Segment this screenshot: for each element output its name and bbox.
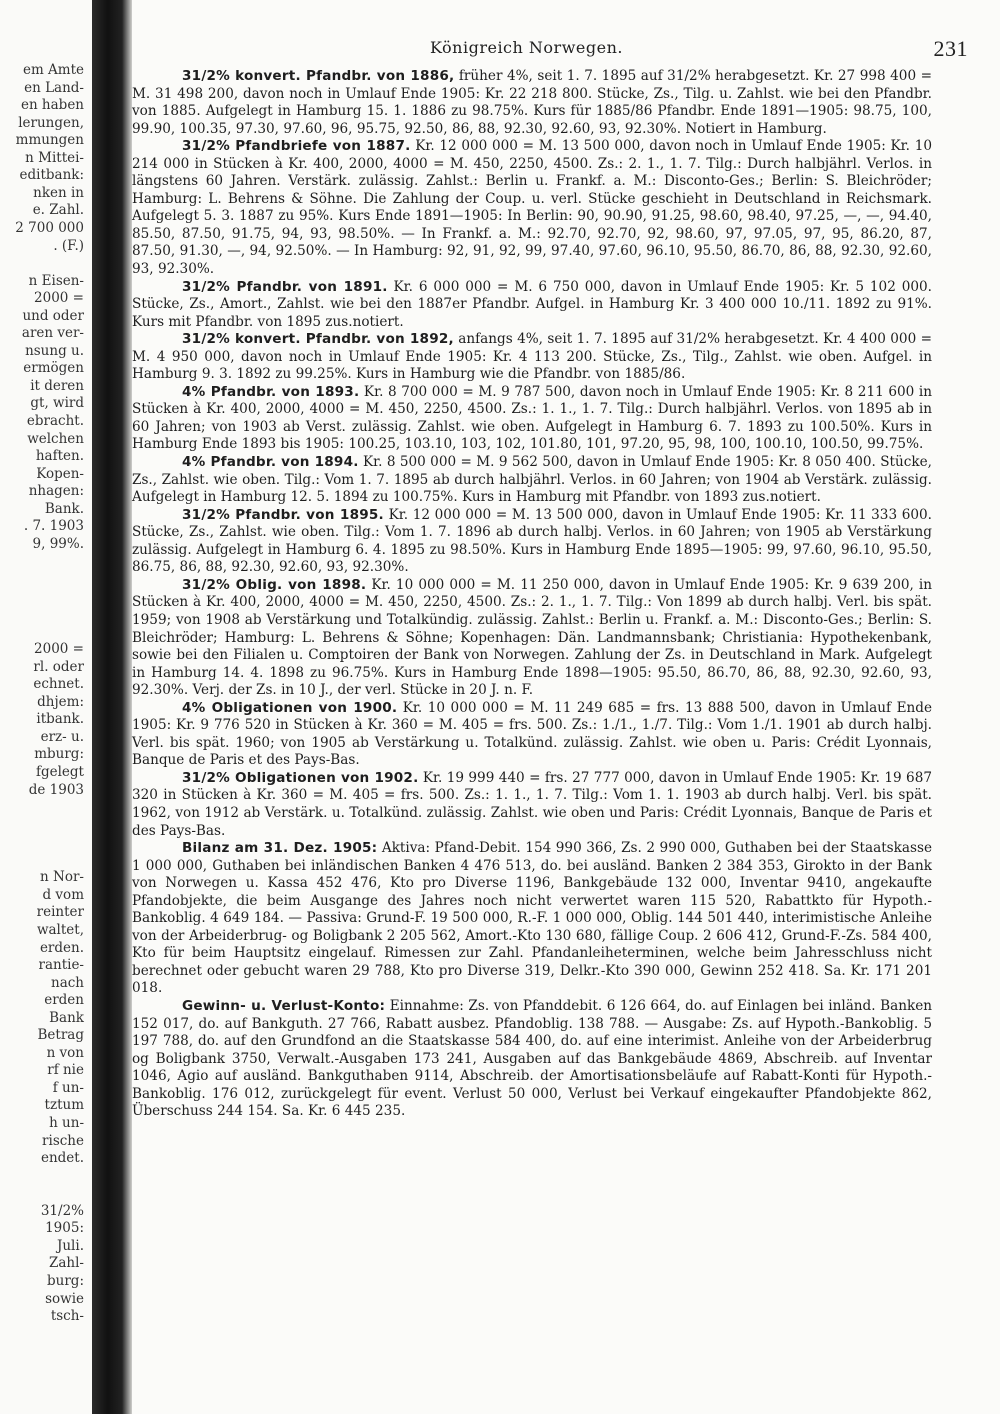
entry-paragraph <box>132 507 932 577</box>
page-title: Königreich Norwegen. <box>430 38 623 57</box>
entry-paragraph <box>132 384 932 454</box>
entry-paragraph <box>132 68 932 138</box>
previous-page-line: erden <box>44 992 84 1009</box>
entry-text: Aktiva: Pfand-Debit. 154 990 366, Zs. 2 990 000, Guthaben bei der Staatskasse 1 000 000, Guthaben bei inländischen Banken 4 476 513, do. bei ausländ. Banken 2 384 353, Girokto in der Bank von Norwegen u. Kassa 452 476, Kto pro Diverse 1196, Bankgebäude 132 000, Inventar 9410, angekaufte Pfandobjekte, die beim Ausgange des Jahres noch nicht verwertet waren 115 520, Rabattkto für Hypoth.-Bankoblig. 4 649 184. — Passiva: Grund-F. 19 500 000, R.-F. 1 000 000, Oblig. 144 501 440, interimistische Anleihe von der Arbeiderbrug- og Boligbank 2 205 562, Amort.-Kto 130 680, fällige Coup. 2 606 412, Grund-F.-Zs. 584 400, Kto für beim Hauptsitz eingelauf. Rimessen zur Zahl. Pfandanleiheterminen, welche beim Jahresschluss nicht berechnet oder gebucht waren 29 788, Kto pro Diverse 319, Delkr.-Kto 390 000, Gewinn 252 418. Sa. Kr. 171 201 018. <box>132 840 932 997</box>
entry-text: Kr. 10 000 000 = M. 11 250 000, davon in Umlauf Ende 1905: Kr. 9 639 200, in Stücken à Kr. 400, 2000, 4000 = M. 450, 2250, 4500. Zs.: 2. 1., 1. 7. Tilg.: Von 1899 ab durch halbj. Verl. bis spät. 1959; von 1908 ab Verstärkung und Totalkündig. zulässig. Zahlst.: Berlin u. Frankf. a. M.: Disconto-Ges.; Berlin: S. Bleichröder; Hamburg: L. Behrens & Söhne; Kopenhagen: Dän. Landmannsbank; Christiania: Hypothekenbank, sowie bei den Filialen u. Comptoiren der Bank von Norwegen. Zahlung der Zs. in Deutschland in Mark. Aufgelegt in Hamburg 14. 4. 1898 zu 96.75%. Kurs in Hamburg Ende 1898—1905: 95.50, 86.70, 86, 88, 92.30, 92.60, 93, 92.30%. Verj. der Zs. in 10 J., der verl. Stücke in 20 J. n. F. <box>132 576 933 699</box>
previous-page-line: en haben <box>20 97 84 114</box>
entry-text: Kr. 12 000 000 = M. 13 500 000, davon noch in Umlauf Ende 1905: Kr. 10 214 000 in Stücken à Kr. 400, 2000, 4000 = M. 450, 2250, 4500. Zs.: 2. 1., 1. 7. Tilg.: Durch halbjährl. Verlos. in längstens 60 Jahren. Verstärk. zulässig. Zahlst.: Berlin u. Frankf. a. M.: Disconto-Ges.; Berlin: S. Bleichröder; Hamburg: L. Behrens & Söhne. Die Zahlung der Coup. u. verl. Stücke geschieht in Deutschland in Reichsmark. Aufgelegt 5. 3. 1887 zu 95%. Kurs Ende 1891—1905: In Berlin: 90, 90.90, 91.25, 98.60, 98.40, 97.25, —, —, 94.40, 85.50, 87.50, 91.75, 94, 93, 98.50%. — In Frankf. a. M.: 92.70, 92.70, 92, 98.60, 97, 97.05, 97, 95, 86.20, 87, 87.50, 91.30, —, 94, 92.50%. — In Hamburg: 92, 91, 92, 99, 97.40, 97.60, 96.10, 95.50, 86.70, 86, 88, 92.30, 92.60, 93, 92.30%. <box>132 138 932 278</box>
entry-paragraph <box>132 331 932 384</box>
entry-text: Kr. 6 000 000 = M. 6 750 000, davon in Umlauf Ende 1905: Kr. 5 102 000. Stücke, Zs., Amort., Zahlst. wie bei den 1887er Pfandbr. Aufgel. in Hamburg Kr. 3 400 000 10./11. 1892 zu 91%. Kurs mit Pfandbr. von 1895 zus.notiert. <box>132 278 933 330</box>
previous-page-line: tsch- <box>50 1308 84 1325</box>
previous-page-line: ebracht. <box>26 413 84 429</box>
entry-text: Kr. 12 000 000 = M. 13 500 000, davon in Umlauf Ende 1905: Kr. 11 333 600. Stücke, Zs., Zahlst. wie oben. Tilg.: Vom 1. 7. 1896 ab durch halbj. Verlos. in 60 Jahren; von 1905 ab Verstärkung zulässig. Aufgelegt in Hamburg 6. 4. 1895 zu 98.50%. Kurs in Hamburg Ende 1895—1905: 99, 97.60, 96.10, 95.50, 86.75, 86, 88, 92.30, 92.60, 93, 92.30%. <box>132 506 933 576</box>
previous-page-line: endet. <box>40 1150 84 1167</box>
entry-heading: 4% Obligationen von 1900. <box>182 699 398 716</box>
book-gutter <box>92 0 132 1414</box>
previous-page-line: Bank <box>49 1009 84 1026</box>
entry-heading: 31/2% konvert. Pfandbr. von 1886, <box>182 68 455 84</box>
previous-page-line: e. Zahl. <box>32 202 84 219</box>
entry-paragraph <box>132 454 932 507</box>
previous-page-line: tztum <box>44 1097 84 1114</box>
previous-page-line: und oder <box>22 307 84 324</box>
previous-page-line: ermögen <box>23 360 84 377</box>
entry-text: Kr. 19 999 440 = frs. 27 777 000, davon in Umlauf Ende 1905: Kr. 19 687 320 in Stücken à Kr. 360 = M. 405 = frs. 500. Zs.: 1. 1., 1. 7. Tilg.: Vom 1. 1. 1903 ab durch halbj. Verl. bis spät. 1962, von 1912 ab Verstärk. u. Totalkünd. zulässig. Zahlst. wie oben und Paris: Crédit Lyonnais, Banque de Paris et des Pays-Bas. <box>132 769 932 839</box>
previous-page-line: rf nie <box>47 1062 84 1079</box>
previous-page-line: 2000 = <box>34 290 84 307</box>
previous-page-line: welchen <box>27 430 84 447</box>
previous-page-line: Kopen- <box>36 465 84 482</box>
previous-page-line: Zahl- <box>48 1255 84 1272</box>
entry-heading: 31/2% Pfandbriefe von 1887. <box>182 138 411 155</box>
previous-page-line: n Nor- <box>40 869 84 886</box>
previous-page-line: n Eisen- <box>28 272 84 289</box>
previous-page-line: reinter <box>36 904 84 921</box>
entry-heading: 31/2% Pfandbr. von 1891. <box>182 278 388 295</box>
previous-page-line: nsung u. <box>25 342 84 359</box>
entry-paragraph <box>132 577 932 700</box>
previous-page-line: burg: <box>47 1272 84 1289</box>
entry-text: früher 4%, seit 1. 7. 1895 auf 31/2% herabgesetzt. Kr. 27 998 400 = M. 31 498 200, davon noch in Umlauf Ende 1905: Kr. 22 218 800. Stücke, Zs., Tilg. u. Zahlst. wie bei den Pfandbr. von 1885. Aufgelegt in Hamburg 15. 1. 1886 zu 98.75%. Kurs für 1885/86 Pfandbr. Ende 1891—1905: 98.75, 100, 99.90, 100.35, 97.30, 97.60, 96, 95.75, 92.50, 86, 88, 92.30, 92.60, 93, 92.30%. Notiert in Hamburg. <box>132 68 932 137</box>
previous-page-line: nken in <box>33 184 84 201</box>
page <box>132 0 1000 1414</box>
previous-page-line: lerungen, <box>18 114 84 131</box>
previous-page-line: editbank: <box>19 167 84 184</box>
entry-heading: 4% Pfandbr. von 1894. <box>182 454 359 471</box>
entry-heading: 31/2% Oblig. von 1898. <box>182 576 367 593</box>
previous-page-line: n von <box>46 1044 84 1061</box>
previous-page-line: itbank. <box>36 711 84 728</box>
entry-paragraph <box>132 998 932 1121</box>
page-body <box>132 68 932 1121</box>
entry-heading: 31/2% Pfandbr. von 1895. <box>182 506 384 523</box>
entry-text: Kr. 8 500 000 = M. 9 562 500, davon in Umlauf Ende 1905: Kr. 8 050 400. Stücke, Zs., Zahlst. wie oben. Tilg.: Vom 1. 7. 1895 ab durch halbjährl. Verlos. in 60 Jahren; von 1904 ab Verstärk. zulässig. Aufgelegt in Hamburg 12. 5. 1894 zu 100.75%. Kurs in Hamburg mit Pfandbr. von 1893 zus.notiert. <box>132 454 932 506</box>
entry-text: Kr. 10 000 000 = M. 11 249 685 = frs. 13 888 500, davon in Umlauf Ende 1905: Kr. 9 776 520 in Stücken à Kr. 360 = M. 405 = frs. 500. Zs.: 1./1., 1./7. Tilg.: Vom 1./1. 1901 ab durch halbj. Verl. bis spät. 1960; von 1905 ab Verstärkung u. Totalkünd. zulässig. Zahlst. wie oben u. Paris: Crédit Lyonnais, Banque de Paris et des Pays-Bas. <box>132 699 932 769</box>
entry-paragraph <box>132 700 932 770</box>
previous-page-line: rl. oder <box>33 658 84 675</box>
entry-heading: Gewinn- u. Verlust-Konto: <box>182 997 386 1014</box>
previous-page-line: rische <box>42 1132 84 1149</box>
previous-page-line: en Land- <box>24 79 84 96</box>
previous-page-line: it deren <box>30 377 84 394</box>
previous-page-line: aren ver- <box>21 325 84 342</box>
previous-page-margin <box>0 0 92 1414</box>
previous-page-line: n Mittei- <box>25 149 84 166</box>
running-header <box>132 34 1000 64</box>
entry-paragraph <box>132 770 932 840</box>
previous-page-line: 2 700 000 <box>15 219 84 236</box>
previous-page-line: . 7. 1903 <box>23 518 84 535</box>
previous-page-line: haften. <box>35 448 84 465</box>
previous-page-line: waltet, <box>36 921 84 938</box>
previous-page-line: nach <box>51 974 84 991</box>
previous-page-line: em Amte <box>22 62 84 78</box>
entry-paragraph <box>132 138 932 278</box>
previous-page-line: erden. <box>39 939 84 956</box>
previous-page-line: h un- <box>49 1115 84 1131</box>
entry-paragraph <box>132 840 932 998</box>
previous-page-line: f un- <box>52 1079 84 1096</box>
entry-text: Einnahme: Zs. von Pfanddebit. 6 126 664, do. auf Einlagen bei inländ. Banken 152 017, do. auf Bankguth. 27 766, Rabatt ausbez. Pfandoblig. 138 788. — Ausgabe: Zs. auf Hypoth.-Bankoblig. 5 197 788, do. auf den Grundfond an die Staatskasse 584 400, do. auf eine interimist. Anleihe von der Arbeiderbrug og Boligbank 3750, Verwalt.-Ausgaben 173 241, Ausgaben auf das Bankgebäude 4869, Abschreib. auf Inventar 1046, Agio auf ausländ. Bankguthaben 9114, Abschreib. der Amortisationsbeläufe auf Rabatt-Konti für Hypoth.-Bankoblig. 176 012, zurückgelegt für event. Verlust 50 000, Verlust bei Verkauf eingekaufter Pfandobjekte 862, Überschuss 244 154. Sa. Kr. 6 445 235. <box>132 997 932 1120</box>
entry-heading: 31/2% konvert. Pfandbr. von 1892, <box>182 331 454 348</box>
previous-page-line: mmungen <box>15 132 84 149</box>
entry-text: anfangs 4%, seit 1. 7. 1895 auf 31/2% herabgesetzt. Kr. 4 400 000 = M. 4 950 000, davon noch in Umlauf Ende 1905: Kr. 4 113 200. Stücke, Zs., Tilg., Zahlst. wie oben. Aufgel. in Hamburg 9. 3. 1892 zu 99.25%. Kurs in Hamburg wie die Pfandbr. von 1885/86. <box>132 331 932 383</box>
entry-heading: 4% Pfandbr. von 1893. <box>182 383 360 400</box>
previous-page-line: sowie <box>45 1290 84 1307</box>
previous-page-line: erz- u. <box>40 728 84 745</box>
previous-page-line: rantie- <box>38 957 84 974</box>
previous-page-line: 1905: <box>45 1220 84 1237</box>
previous-page-line: . (F.) <box>53 237 84 254</box>
entry-paragraph <box>132 279 932 332</box>
page-number: 231 <box>933 36 968 61</box>
previous-page-line: nhagen: <box>28 483 84 500</box>
previous-page-line: 2000 = <box>34 641 84 658</box>
previous-page-line: fgelegt <box>35 764 84 780</box>
entry-heading: Bilanz am 31. Dez. 1905: <box>182 840 378 857</box>
entry-heading: 31/2% Obligationen von 1902. <box>182 769 419 786</box>
previous-page-line: echnet. <box>33 676 84 693</box>
previous-page-line: dhjem: <box>37 693 84 710</box>
previous-page-line: mburg: <box>34 746 84 763</box>
previous-page-line: gt, wird <box>30 395 84 412</box>
previous-page-line: Betrag <box>37 1027 84 1044</box>
previous-page-line: d vom <box>42 886 84 903</box>
entry-text: Kr. 8 700 000 = M. 9 787 500, davon noch in Umlauf Ende 1905: Kr. 8 211 600 in Stücken à Kr. 400, 2000, 4000 = M. 450, 2250, 4500. Zs.: 1. 1., 1. 7. Tilg.: Durch halbjährl. Verlos. von 1895 ab in 60 Jahren; von 1903 ab Verst. zulässig. Zahlst. wie oben. Aufgelegt in Hamburg 6. 7. 1893 zu 100.50%. Kurs in Hamburg Ende 1893 bis 1905: 100.25, 103.10, 103, 102, 101.80, 101, 97.20, 95, 98, 100, 100.10, 100.50, 99.75%. <box>132 383 932 453</box>
previous-page-line: de 1903 <box>28 781 84 798</box>
previous-page-line: Bank. <box>44 500 84 517</box>
previous-page-line: 9, 99%. <box>32 535 84 552</box>
previous-page-line: Juli. <box>56 1237 84 1254</box>
previous-page-line: 31/2% <box>40 1202 84 1219</box>
